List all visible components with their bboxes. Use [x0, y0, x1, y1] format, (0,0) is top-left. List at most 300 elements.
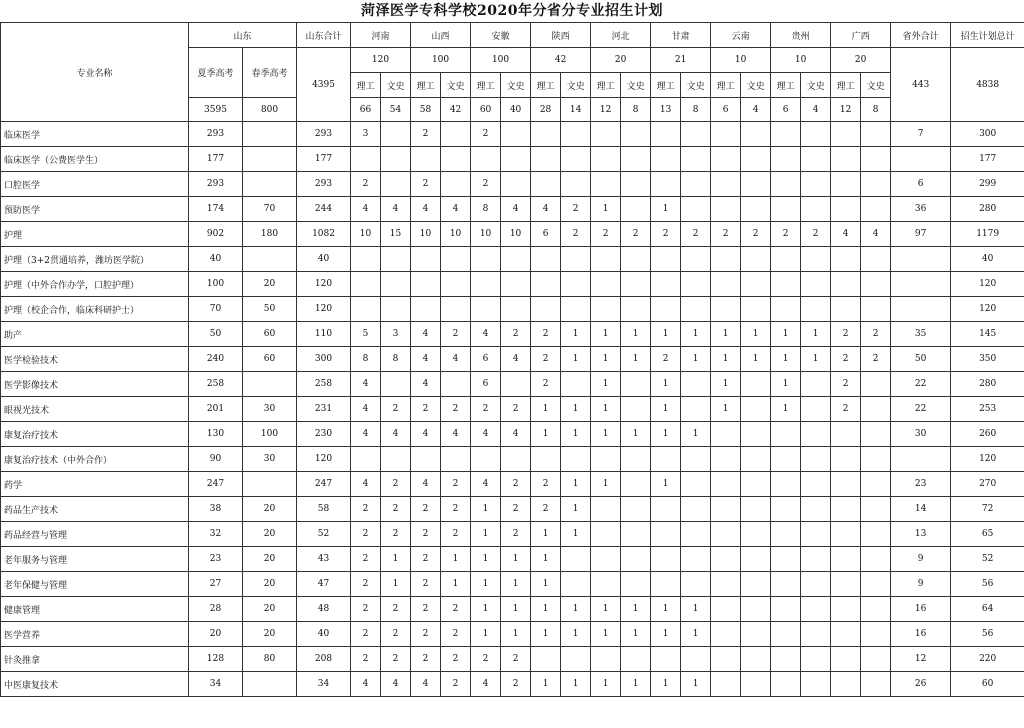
header-sci: 理工 — [771, 73, 801, 98]
table-cell — [741, 272, 771, 297]
table-cell: 2 — [441, 397, 471, 422]
table-cell: 2 — [441, 647, 471, 672]
header-province-total: 100 — [411, 48, 471, 73]
header-sci-count: 12 — [591, 98, 621, 122]
header-arts: 文史 — [501, 73, 531, 98]
table-cell: 4 — [411, 197, 441, 222]
table-cell — [741, 522, 771, 547]
table-cell: 6 — [471, 347, 501, 372]
table-cell: 2 — [651, 347, 681, 372]
table-cell: 4 — [411, 472, 441, 497]
table-cell: 2 — [411, 572, 441, 597]
table-cell — [411, 297, 441, 322]
table-cell — [411, 447, 441, 472]
table-cell — [771, 622, 801, 647]
table-cell: 2 — [651, 222, 681, 247]
table-cell: 2 — [471, 647, 501, 672]
table-cell: 300 — [297, 347, 351, 372]
major-name-cell: 护理（中外合作办学，口腔护理） — [1, 272, 189, 297]
table-cell: 4 — [471, 672, 501, 697]
table-cell: 4 — [501, 347, 531, 372]
table-cell: 4 — [351, 422, 381, 447]
table-cell: 1 — [591, 472, 621, 497]
table-cell — [441, 447, 471, 472]
table-cell — [501, 122, 531, 147]
table-cell — [741, 147, 771, 172]
table-row — [1, 372, 1024, 397]
table-cell — [621, 122, 651, 147]
table-row — [1, 547, 1024, 572]
table-cell — [591, 297, 621, 322]
table-cell: 247 — [189, 472, 243, 497]
table-cell — [831, 647, 861, 672]
table-cell: 1 — [591, 672, 621, 697]
table-cell: 2 — [861, 347, 891, 372]
table-cell — [801, 647, 831, 672]
table-cell — [531, 147, 561, 172]
table-cell — [711, 272, 741, 297]
table-cell — [711, 247, 741, 272]
table-cell — [801, 247, 831, 272]
table-cell — [561, 297, 591, 322]
table-cell — [771, 472, 801, 497]
table-cell: 2 — [531, 372, 561, 397]
table-cell: 30 — [891, 422, 951, 447]
table-cell: 1 — [501, 622, 531, 647]
table-cell: 902 — [189, 222, 243, 247]
table-cell — [831, 172, 861, 197]
table-cell — [861, 172, 891, 197]
header-spring-total: 800 — [243, 98, 297, 122]
table-cell: 34 — [189, 672, 243, 697]
table-cell — [771, 572, 801, 597]
table-cell: 1 — [471, 597, 501, 622]
table-row — [1, 122, 1024, 147]
table-cell — [741, 647, 771, 672]
table-cell: 350 — [951, 347, 1024, 372]
table-cell: 2 — [561, 222, 591, 247]
table-cell — [381, 272, 411, 297]
table-cell: 4 — [351, 197, 381, 222]
table-cell: 1 — [471, 547, 501, 572]
table-cell — [741, 397, 771, 422]
table-cell: 50 — [189, 322, 243, 347]
table-cell: 47 — [297, 572, 351, 597]
table-cell — [681, 147, 711, 172]
major-name-cell: 护理 — [1, 222, 189, 247]
table-cell: 1 — [471, 497, 501, 522]
table-cell: 2 — [681, 222, 711, 247]
table-cell: 40 — [951, 247, 1024, 272]
table-cell — [561, 547, 591, 572]
table-cell: 177 — [297, 147, 351, 172]
table-cell: 258 — [297, 372, 351, 397]
table-cell — [651, 172, 681, 197]
table-cell — [801, 297, 831, 322]
table-row — [1, 622, 1024, 647]
table-cell: 1 — [471, 522, 501, 547]
table-cell: 4 — [501, 422, 531, 447]
table-cell — [741, 297, 771, 322]
table-cell: 1 — [441, 572, 471, 597]
table-cell — [243, 472, 297, 497]
table-cell: 1 — [771, 397, 801, 422]
table-cell — [801, 597, 831, 622]
table-cell — [831, 147, 861, 172]
table-cell — [381, 297, 411, 322]
table-cell — [741, 422, 771, 447]
header-province-name: 河北 — [591, 23, 651, 48]
table-cell — [771, 422, 801, 447]
table-cell: 1 — [621, 322, 651, 347]
table-cell: 293 — [189, 122, 243, 147]
major-name-cell: 健康管理 — [1, 597, 189, 622]
table-cell: 1 — [681, 422, 711, 447]
table-cell — [741, 572, 771, 597]
table-cell — [651, 497, 681, 522]
table-row — [1, 172, 1024, 197]
table-cell: 1 — [441, 547, 471, 572]
table-cell: 120 — [951, 447, 1024, 472]
header-arts: 文史 — [801, 73, 831, 98]
table-cell: 2 — [441, 497, 471, 522]
table-cell: 10 — [411, 222, 441, 247]
table-cell: 2 — [411, 647, 441, 672]
major-name-cell: 临床医学（公费医学生） — [1, 147, 189, 172]
table-cell — [651, 572, 681, 597]
table-cell — [471, 247, 501, 272]
table-cell: 4 — [381, 197, 411, 222]
table-cell — [441, 297, 471, 322]
table-cell — [243, 247, 297, 272]
table-cell: 2 — [411, 497, 441, 522]
header-province-total: 20 — [831, 48, 891, 73]
table-cell: 1 — [561, 672, 591, 697]
table-cell — [681, 272, 711, 297]
table-cell — [831, 572, 861, 597]
table-cell: 48 — [297, 597, 351, 622]
table-cell: 1 — [621, 597, 651, 622]
header-sci-count: 60 — [471, 98, 501, 122]
table-cell: 1 — [651, 197, 681, 222]
table-cell — [651, 247, 681, 272]
table-cell: 231 — [297, 397, 351, 422]
table-cell — [591, 572, 621, 597]
table-cell: 1 — [591, 372, 621, 397]
table-cell — [531, 297, 561, 322]
table-cell — [801, 547, 831, 572]
header-shandong: 山东 — [189, 23, 297, 48]
header-sci: 理工 — [471, 73, 501, 98]
table-cell — [471, 147, 501, 172]
table-cell: 1 — [651, 422, 681, 447]
major-name-cell: 康复治疗技术 — [1, 422, 189, 447]
table-cell — [441, 247, 471, 272]
table-cell: 2 — [501, 472, 531, 497]
table-cell: 13 — [891, 522, 951, 547]
table-cell: 2 — [411, 622, 441, 647]
table-row — [1, 647, 1024, 672]
table-cell: 1 — [651, 622, 681, 647]
table-cell: 27 — [189, 572, 243, 597]
table-cell: 1 — [591, 347, 621, 372]
header-province-name: 山西 — [411, 23, 471, 48]
table-cell: 2 — [501, 522, 531, 547]
header-arts: 文史 — [681, 73, 711, 98]
table-cell — [561, 147, 591, 172]
table-cell — [681, 197, 711, 222]
table-row — [1, 197, 1024, 222]
table-cell: 10 — [441, 222, 471, 247]
table-cell — [861, 272, 891, 297]
table-cell — [681, 372, 711, 397]
table-cell: 1 — [621, 347, 651, 372]
table-cell — [531, 122, 561, 147]
table-cell: 2 — [531, 322, 561, 347]
table-cell — [621, 147, 651, 172]
table-cell: 293 — [189, 172, 243, 197]
table-cell — [501, 147, 531, 172]
table-cell — [591, 272, 621, 297]
table-cell: 1 — [711, 397, 741, 422]
table-cell — [243, 372, 297, 397]
table-cell: 56 — [951, 622, 1024, 647]
table-cell: 2 — [501, 672, 531, 697]
table-cell: 220 — [951, 647, 1024, 672]
table-cell — [243, 672, 297, 697]
table-cell: 1 — [621, 422, 651, 447]
table-cell — [351, 247, 381, 272]
table-cell: 260 — [951, 422, 1024, 447]
table-cell — [741, 447, 771, 472]
table-cell: 4 — [351, 372, 381, 397]
table-cell — [801, 572, 831, 597]
table-cell: 120 — [297, 272, 351, 297]
major-name-cell: 药学 — [1, 472, 189, 497]
table-cell: 299 — [951, 172, 1024, 197]
table-cell: 70 — [189, 297, 243, 322]
major-name-cell: 药品生产技术 — [1, 497, 189, 522]
table-cell: 4 — [411, 347, 441, 372]
table-cell — [891, 272, 951, 297]
table-cell — [771, 297, 801, 322]
table-cell: 2 — [411, 122, 441, 147]
header-arts: 文史 — [861, 73, 891, 98]
table-row — [1, 247, 1024, 272]
table-cell — [861, 522, 891, 547]
table-cell: 1 — [771, 347, 801, 372]
table-cell: 100 — [189, 272, 243, 297]
table-cell: 177 — [189, 147, 243, 172]
table-cell: 64 — [951, 597, 1024, 622]
table-cell: 2 — [441, 472, 471, 497]
table-cell — [351, 147, 381, 172]
table-cell — [561, 272, 591, 297]
table-cell: 1 — [381, 572, 411, 597]
table-cell — [591, 122, 621, 147]
table-cell — [681, 572, 711, 597]
header-arts-count: 4 — [801, 98, 831, 122]
table-cell: 60 — [243, 347, 297, 372]
table-cell — [501, 247, 531, 272]
table-cell — [561, 172, 591, 197]
table-cell — [681, 172, 711, 197]
header-spring: 春季高考 — [243, 48, 297, 98]
table-cell: 2 — [831, 397, 861, 422]
table-cell — [801, 522, 831, 547]
table-cell: 3 — [351, 122, 381, 147]
major-name-cell: 针灸推拿 — [1, 647, 189, 672]
header-sci: 理工 — [591, 73, 621, 98]
table-cell: 2 — [381, 647, 411, 672]
table-cell: 4 — [411, 672, 441, 697]
table-cell: 4 — [831, 222, 861, 247]
table-cell: 2 — [381, 622, 411, 647]
table-cell: 52 — [951, 547, 1024, 572]
table-cell: 40 — [189, 247, 243, 272]
table-cell: 1 — [771, 322, 801, 347]
table-cell: 258 — [189, 372, 243, 397]
table-cell: 2 — [381, 397, 411, 422]
table-cell: 30 — [243, 447, 297, 472]
table-row — [1, 447, 1024, 472]
table-cell: 90 — [189, 447, 243, 472]
table-cell: 1 — [561, 497, 591, 522]
table-cell: 1 — [651, 472, 681, 497]
table-cell: 3 — [381, 322, 411, 347]
table-cell: 1 — [471, 622, 501, 647]
table-cell: 34 — [297, 672, 351, 697]
table-cell — [351, 297, 381, 322]
table-cell — [681, 397, 711, 422]
major-name-cell: 眼视光技术 — [1, 397, 189, 422]
table-cell — [591, 547, 621, 572]
table-cell: 1 — [651, 397, 681, 422]
table-cell: 1 — [711, 347, 741, 372]
table-cell — [711, 572, 741, 597]
table-cell: 1 — [801, 347, 831, 372]
table-cell: 4 — [441, 197, 471, 222]
table-cell — [591, 247, 621, 272]
table-cell — [381, 447, 411, 472]
table-cell — [831, 672, 861, 697]
table-cell — [561, 122, 591, 147]
table-cell: 1 — [561, 472, 591, 497]
table-cell — [621, 447, 651, 472]
table-cell: 20 — [243, 572, 297, 597]
major-name-cell: 预防医学 — [1, 197, 189, 222]
table-cell: 4 — [411, 322, 441, 347]
table-cell: 1 — [561, 522, 591, 547]
header-arts-count: 14 — [561, 98, 591, 122]
table-cell — [831, 122, 861, 147]
table-cell — [801, 172, 831, 197]
table-cell — [861, 647, 891, 672]
table-cell — [741, 597, 771, 622]
table-cell — [831, 472, 861, 497]
table-cell: 40 — [297, 247, 351, 272]
table-cell — [531, 272, 561, 297]
table-cell — [711, 122, 741, 147]
table-cell: 60 — [243, 322, 297, 347]
table-cell — [591, 497, 621, 522]
table-cell — [741, 172, 771, 197]
table-cell: 1 — [741, 347, 771, 372]
table-cell: 4 — [441, 347, 471, 372]
table-cell: 110 — [297, 322, 351, 347]
table-cell: 2 — [831, 347, 861, 372]
table-cell: 1 — [561, 597, 591, 622]
table-cell: 174 — [189, 197, 243, 222]
table-cell: 1 — [561, 397, 591, 422]
table-cell — [381, 247, 411, 272]
table-cell — [771, 247, 801, 272]
table-cell: 2 — [771, 222, 801, 247]
table-cell: 2 — [501, 397, 531, 422]
table-cell — [771, 272, 801, 297]
table-row — [1, 222, 1024, 247]
table-cell: 2 — [471, 397, 501, 422]
table-cell — [531, 647, 561, 672]
table-cell: 1 — [711, 322, 741, 347]
table-cell: 1 — [591, 422, 621, 447]
table-cell — [831, 272, 861, 297]
header-sci: 理工 — [711, 73, 741, 98]
table-cell: 7 — [891, 122, 951, 147]
table-cell — [561, 372, 591, 397]
table-cell: 2 — [381, 597, 411, 622]
table-cell — [651, 147, 681, 172]
header-province-total: 21 — [651, 48, 711, 73]
table-cell — [741, 122, 771, 147]
table-cell: 30 — [243, 397, 297, 422]
table-cell: 2 — [411, 597, 441, 622]
table-cell — [831, 497, 861, 522]
table-cell — [861, 472, 891, 497]
table-cell — [771, 672, 801, 697]
table-cell — [891, 147, 951, 172]
table-cell — [531, 247, 561, 272]
table-row — [1, 572, 1024, 597]
table-cell: 2 — [441, 522, 471, 547]
header-sci-count: 66 — [351, 98, 381, 122]
table-cell — [651, 547, 681, 572]
table-cell: 20 — [189, 622, 243, 647]
table-cell — [621, 522, 651, 547]
table-cell — [711, 647, 741, 672]
table-cell — [621, 247, 651, 272]
header-arts: 文史 — [441, 73, 471, 98]
table-cell — [531, 172, 561, 197]
table-cell — [621, 397, 651, 422]
table-cell — [243, 147, 297, 172]
table-cell: 120 — [951, 297, 1024, 322]
table-cell — [681, 547, 711, 572]
header-sci: 理工 — [531, 73, 561, 98]
table-cell — [741, 247, 771, 272]
header-province-total: 120 — [351, 48, 411, 73]
table-cell: 2 — [561, 197, 591, 222]
table-cell — [711, 497, 741, 522]
table-cell: 1 — [771, 372, 801, 397]
table-cell: 2 — [351, 547, 381, 572]
header-arts-count: 8 — [861, 98, 891, 122]
header-province-name: 甘肃 — [651, 23, 711, 48]
header-arts: 文史 — [741, 73, 771, 98]
table-cell: 2 — [501, 497, 531, 522]
table-cell — [831, 422, 861, 447]
table-cell — [711, 197, 741, 222]
